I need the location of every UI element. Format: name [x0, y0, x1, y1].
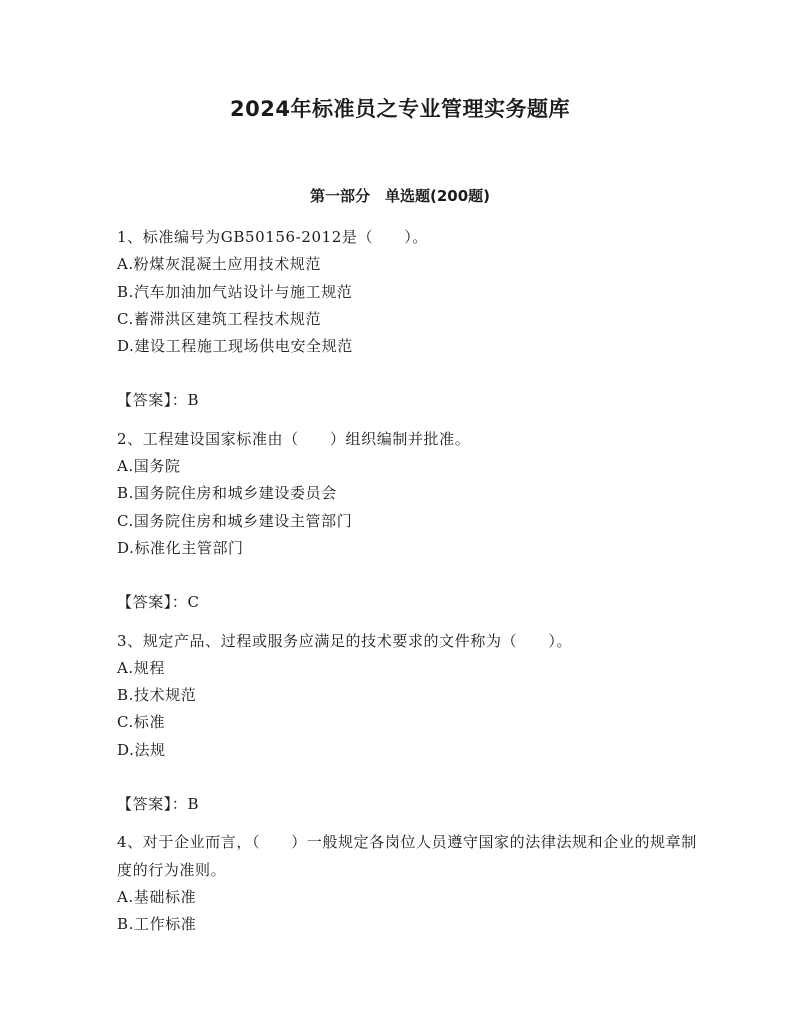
option-d: D.标准化主管部门	[117, 538, 244, 557]
option-a: A.国务院	[117, 457, 181, 476]
option-b: B.技术规范	[117, 686, 197, 705]
option-a: A.规程	[117, 658, 166, 677]
question-1	[117, 224, 707, 415]
answer-value: B	[187, 795, 200, 814]
option-a: A.基础标准	[117, 887, 197, 906]
page-title: 2024年标准员之专业管理实务题库	[230, 97, 570, 121]
option-b: B.汽车加油加气站设计与施工规范	[117, 282, 353, 301]
question-text: 2、工程建设国家标准由（ ）组织编制并批准。	[117, 429, 471, 448]
answer-value: C	[187, 593, 200, 612]
question-list	[117, 224, 707, 939]
option-b: B.国务院住房和城乡建设委员会	[117, 484, 337, 503]
question-2	[117, 426, 707, 617]
question-3	[117, 628, 707, 819]
question-text: 1、标准编号为GB50156-2012是（ ）。	[117, 228, 429, 246]
answer-label: 【答案】：	[117, 593, 188, 612]
answer-label: 【答案】：	[117, 795, 188, 814]
section-title: 第一部分 单选题(200题)	[309, 187, 491, 205]
option-d: D.建设工程施工现场供电安全规范	[117, 337, 353, 356]
answer-line	[117, 589, 707, 616]
answer-label: 【答案】：	[117, 391, 188, 410]
answer-value: B	[187, 391, 200, 410]
option-b: B.工作标准	[117, 915, 197, 934]
option-a: A.粉煤灰混凝土应用技术规范	[117, 255, 322, 274]
question-4	[117, 829, 707, 938]
answer-line	[117, 387, 707, 414]
answer-line	[117, 791, 707, 818]
option-c: C.标准	[117, 713, 166, 732]
option-d: D.法规	[117, 740, 166, 759]
question-text: 4、对于企业而言，（ ）一般规定各岗位人员遵守国家的法律法规和企业的规章制度的行为准则。	[117, 833, 697, 879]
question-text: 3、规定产品、过程或服务应满足的技术要求的文件称为（ ）。	[117, 631, 573, 650]
option-c: C.国务院住房和城乡建设主管部门	[117, 511, 353, 530]
option-c: C.蓄滞洪区建筑工程技术规范	[117, 309, 322, 328]
